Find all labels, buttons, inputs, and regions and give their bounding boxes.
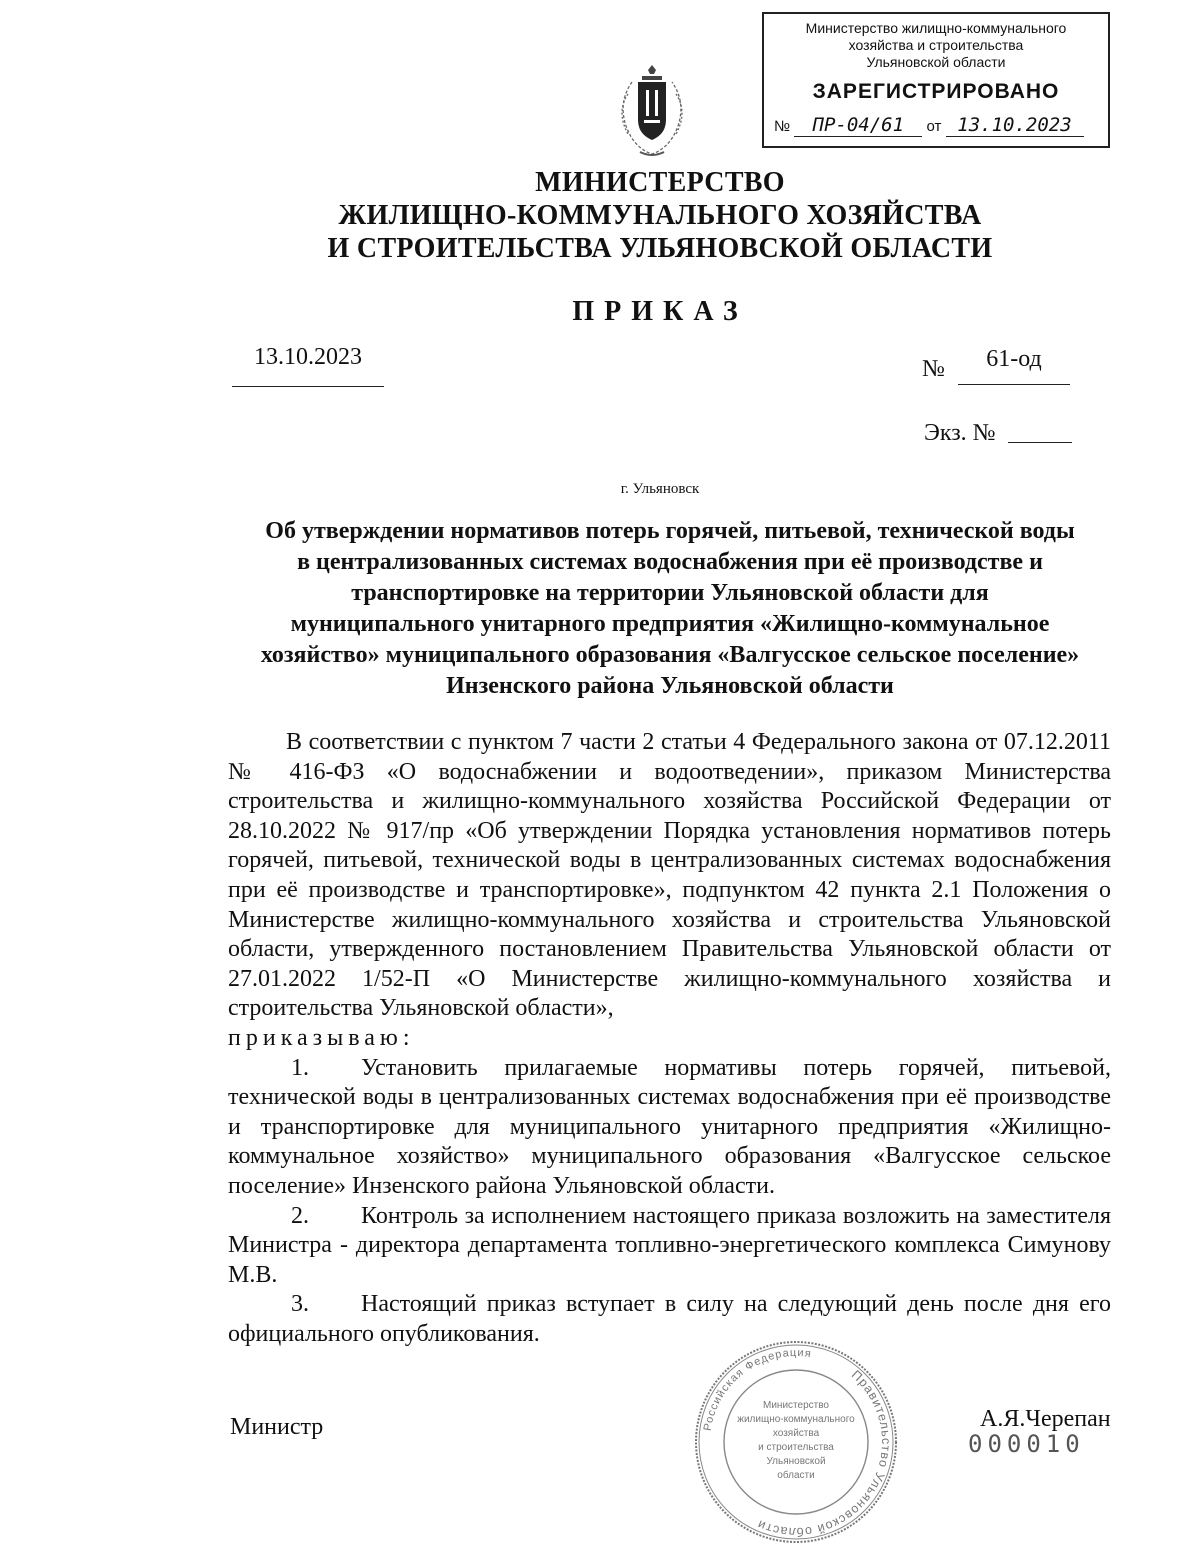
- seal-inner-line: хозяйства: [772, 1428, 820, 1439]
- coat-of-arms-icon: [612, 64, 692, 160]
- item-number: 3.: [291, 1291, 309, 1318]
- seal-inner-line: области: [777, 1470, 815, 1481]
- stamp-number-label: №: [774, 118, 791, 135]
- official-seal: [694, 1340, 898, 1544]
- item-text: Настоящий приказ вступает в силу на следующий день после дня его официального опубликования.: [228, 1291, 1111, 1347]
- signatory-position: Министр: [230, 1414, 324, 1440]
- order-subject: [222, 516, 1118, 702]
- seal-inner-line: жилищно-коммунального: [737, 1414, 855, 1425]
- seal-outer-text: Правительство Ульяновской области: [754, 1367, 894, 1540]
- seal-inner-line: и строительства: [758, 1442, 834, 1453]
- seal-inner-line: Министерство: [763, 1400, 829, 1411]
- subject-line: хозяйство» муниципального образования «Валгусское сельское поселение»: [260, 642, 1080, 668]
- date-underline: [232, 386, 384, 387]
- signatory-name: А.Я.Черепан: [980, 1406, 1111, 1432]
- number-underline: [958, 384, 1070, 385]
- seal-country-text: Российская Федерация: [701, 1346, 813, 1432]
- subject-line: муниципального унитарного предприятия «Жилищно-коммунальное: [290, 611, 1050, 637]
- subject-line: Инзенского района Ульяновской области: [446, 673, 894, 699]
- stamp-number-value: ПР-04/61: [794, 114, 922, 137]
- item-text: Контроль за исполнением настоящего приказа возложить на заместителя Министра - директора департамента топливно-энергетического комплекса Симунову М.В.: [228, 1202, 1111, 1288]
- document-type: ПРИКАЗ: [572, 296, 748, 327]
- preamble: В соответствии с пунктом 7 части 2 статьи 4 Федерального закона от 07.12.2011 № 416-ФЗ «О водоснабжении и водоотведении», приказом Министерства строительства и жилищно-коммунального хозяйства Российской Федерации от 28.10.2022 № 917/пр «Об утверждении Порядка установления нормативов потерь горячей, питьевой, технической воды в централизованных системах водоснабжения при её производстве и транспортировке», подпунктом 42 пункта 2.1 Положения о Министерстве жилищно-коммунального хозяйства и строительства Ульяновской области, утвержденного постановлением Правительства Ульяновской области от 27.01.2022 1/52-П «О Министерстве жилищно-коммунального хозяйства и строительства Ульяновской области»,: [228, 729, 1111, 1022]
- registration-stamp: [762, 12, 1110, 148]
- svg-text:Правительство Ульяновской обла: [755, 1368, 893, 1540]
- order-body: [228, 728, 1111, 1349]
- order-item: [228, 1290, 1111, 1349]
- copy-number-label: Экз. №: [924, 420, 996, 446]
- order-item: [228, 1202, 1111, 1291]
- order-item: [228, 1054, 1111, 1202]
- order-number: 61-од: [986, 346, 1042, 372]
- subject-line: Об утверждении нормативов потерь горячей, питьевой, технической воды: [265, 518, 1075, 544]
- order-date: 13.10.2023: [254, 344, 362, 370]
- stamp-date-value: 13.10.2023: [946, 114, 1084, 137]
- copy-number-underline: [1008, 442, 1072, 443]
- stamp-org-line: хозяйства и строительства: [848, 37, 1024, 53]
- serial-number: 000010: [968, 1430, 1085, 1458]
- stamp-org-line: Ульяновской области: [866, 54, 1006, 70]
- item-number: 2.: [291, 1202, 309, 1229]
- subject-line: в централизованных системах водоснабжения при её производстве и: [297, 549, 1043, 575]
- subject-line: транспортировке на территории Ульяновской области для: [351, 580, 989, 606]
- seal-inner-line: Ульяновской: [766, 1456, 826, 1467]
- order-word: приказываю:: [228, 1024, 415, 1051]
- item-text: Установить прилагаемые нормативы потерь горячей, питьевой, технической воды в централизованных системах водоснабжения при её производстве и транспортировке для муниципального унитарного предприятия «Жилищно-коммунальное хозяйство» муниципального образования «Валгусское сельское поселение» Инзенского района Ульяновской области.: [228, 1054, 1111, 1199]
- stamp-registration-row: [774, 114, 1098, 137]
- stamp-status: ЗАРЕГИСТРИРОВАНО: [812, 80, 1060, 103]
- city: г. Ульяновск: [620, 481, 700, 497]
- item-number: 1.: [291, 1054, 309, 1081]
- ministry-line: МИНИСТЕРСТВО: [535, 167, 785, 198]
- stamp-date-label: от: [926, 118, 942, 135]
- stamp-org-line: Министерство жилищно-коммунального: [805, 20, 1067, 36]
- ministry-line: И СТРОИТЕЛЬСТВА УЛЬЯНОВСКОЙ ОБЛАСТИ: [327, 233, 993, 264]
- ministry-line: ЖИЛИЩНО-КОММУНАЛЬНОГО ХОЗЯЙСТВА: [338, 200, 982, 231]
- order-number-label: №: [922, 356, 945, 382]
- ministry-header: [0, 166, 1200, 265]
